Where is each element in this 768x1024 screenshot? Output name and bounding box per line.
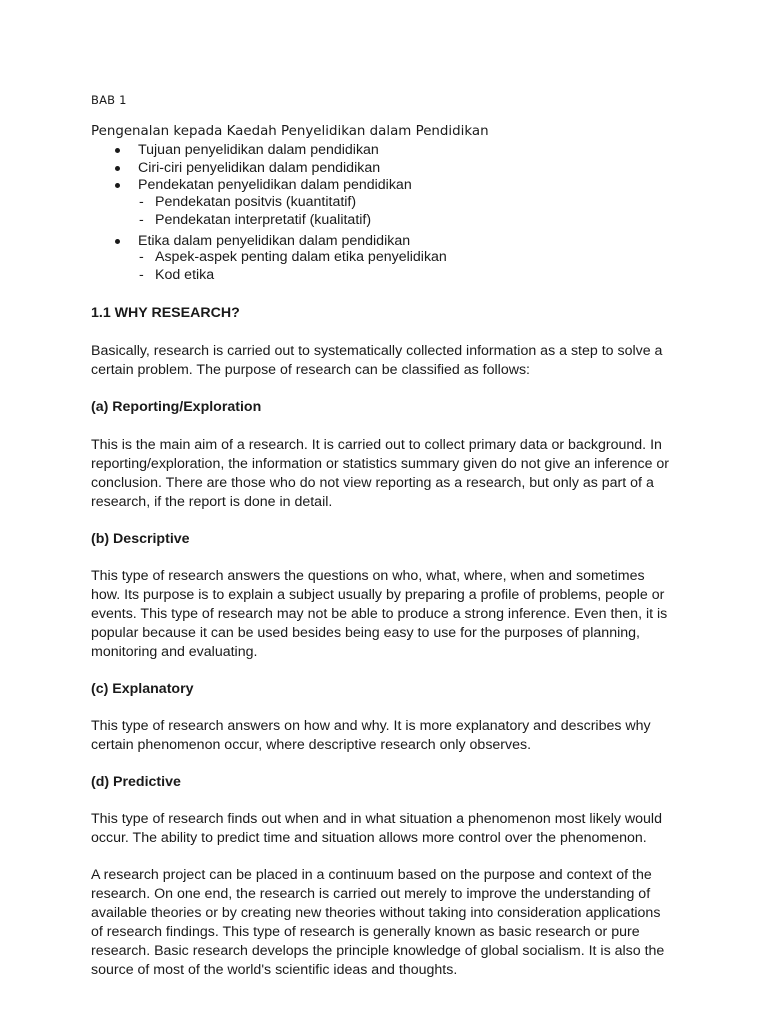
text-line: of research findings. This type of research is generally known as basic research or pure [91,923,640,940]
subsection-paragraph [91,717,691,755]
subsection-heading: (a) Reporting/Exploration [91,399,262,415]
sub-item-text: Kod etika [155,267,215,283]
text-line: This is the main aim of a research. It is carried out to collect primary data or background. In [91,437,662,453]
bullet-dot-icon [115,166,120,171]
dash-marker: - [139,267,144,283]
text-line: A research project can be placed in a continuum based on the purpose and context of the [91,867,652,883]
text-line: how. Its purpose is to explain a subject usually by preparing a profile of problems, people or [91,586,665,603]
subsection-paragraph [91,567,691,662]
bullet-dot-icon [115,183,120,188]
dash-marker: - [139,249,144,265]
chapter-label: BAB 1 [91,93,127,107]
text-line: research. Basic research develops the principle knowledge of global socialism. It is also the [91,942,665,959]
bullet-text: Tujuan penyelidikan dalam pendidikan [138,142,379,158]
text-line: research. On one end, the research is carried out merely to improve the understanding of [91,885,651,902]
intro-title: Pengenalan kepada Kaedah Penyelidikan dalam Pendidikan [91,124,489,139]
dash-marker: - [139,212,144,228]
text-line: reporting/exploration, the information or statistics summary given do not give an inference or [91,455,670,472]
text-line: occur. The ability to predict time and situation allows more control over the phenomenon. [91,829,647,846]
bullet-text: Pendekatan penyelidikan dalam pendidikan [138,177,412,193]
text-line: Basically, research is carried out to systematically collected information as a step to solve a [91,343,663,359]
subsection-heading: (b) Descriptive [91,531,190,547]
text-line: conclusion. There are those who do not view reporting as a research, but only as part of a [91,474,654,491]
text-line: This type of research answers on how and why. It is more explanatory and describes why [91,718,651,734]
bullet-text: Etika dalam penyelidikan dalam pendidikan [138,233,411,249]
text-line: research, if the report is done in detail. [91,493,333,510]
section-intro-paragraph [91,342,691,380]
text-line: This type of research finds out when and in what situation a phenomenon most likely would [91,811,662,827]
sub-item-text: Pendekatan interpretatif (kualitatif) [155,212,372,228]
closing-paragraph [91,866,691,979]
subsection-paragraph [91,436,691,512]
text-line: This type of research answers the questions on who, what, where, when and sometimes [91,568,645,584]
sub-item-text: Aspek-aspek penting dalam etika penyelidikan [155,249,447,265]
subsection-paragraph [91,810,691,848]
bullet-text: Ciri-ciri penyelidikan dalam pendidikan [138,160,381,176]
text-line: certain phenomenon occur, where descriptive research only observes. [91,736,532,753]
subsection-heading: (c) Explanatory [91,681,194,697]
dash-marker: - [139,194,144,210]
text-line: popular because it can be used besides being easy to use for the purposes of planning, [91,624,640,641]
text-line: events. This type of research may not be able to produce a strong inference. Even then, it is [91,605,668,622]
text-line: certain problem. The purpose of research can be classified as follows: [91,361,530,378]
subsection-heading: (d) Predictive [91,774,181,790]
bullet-dot-icon [115,148,120,153]
text-line: available theories or by creating new theories without taking into consideration applications [91,904,661,921]
bullet-dot-icon [115,239,120,244]
section-heading: 1.1 WHY RESEARCH? [91,305,240,321]
text-line: monitoring and evaluating. [91,643,258,660]
sub-item-text: Pendekatan positvis (kuantitatif) [155,194,357,210]
text-line: source of most of the world's scientific ideas and thoughts. [91,961,458,978]
